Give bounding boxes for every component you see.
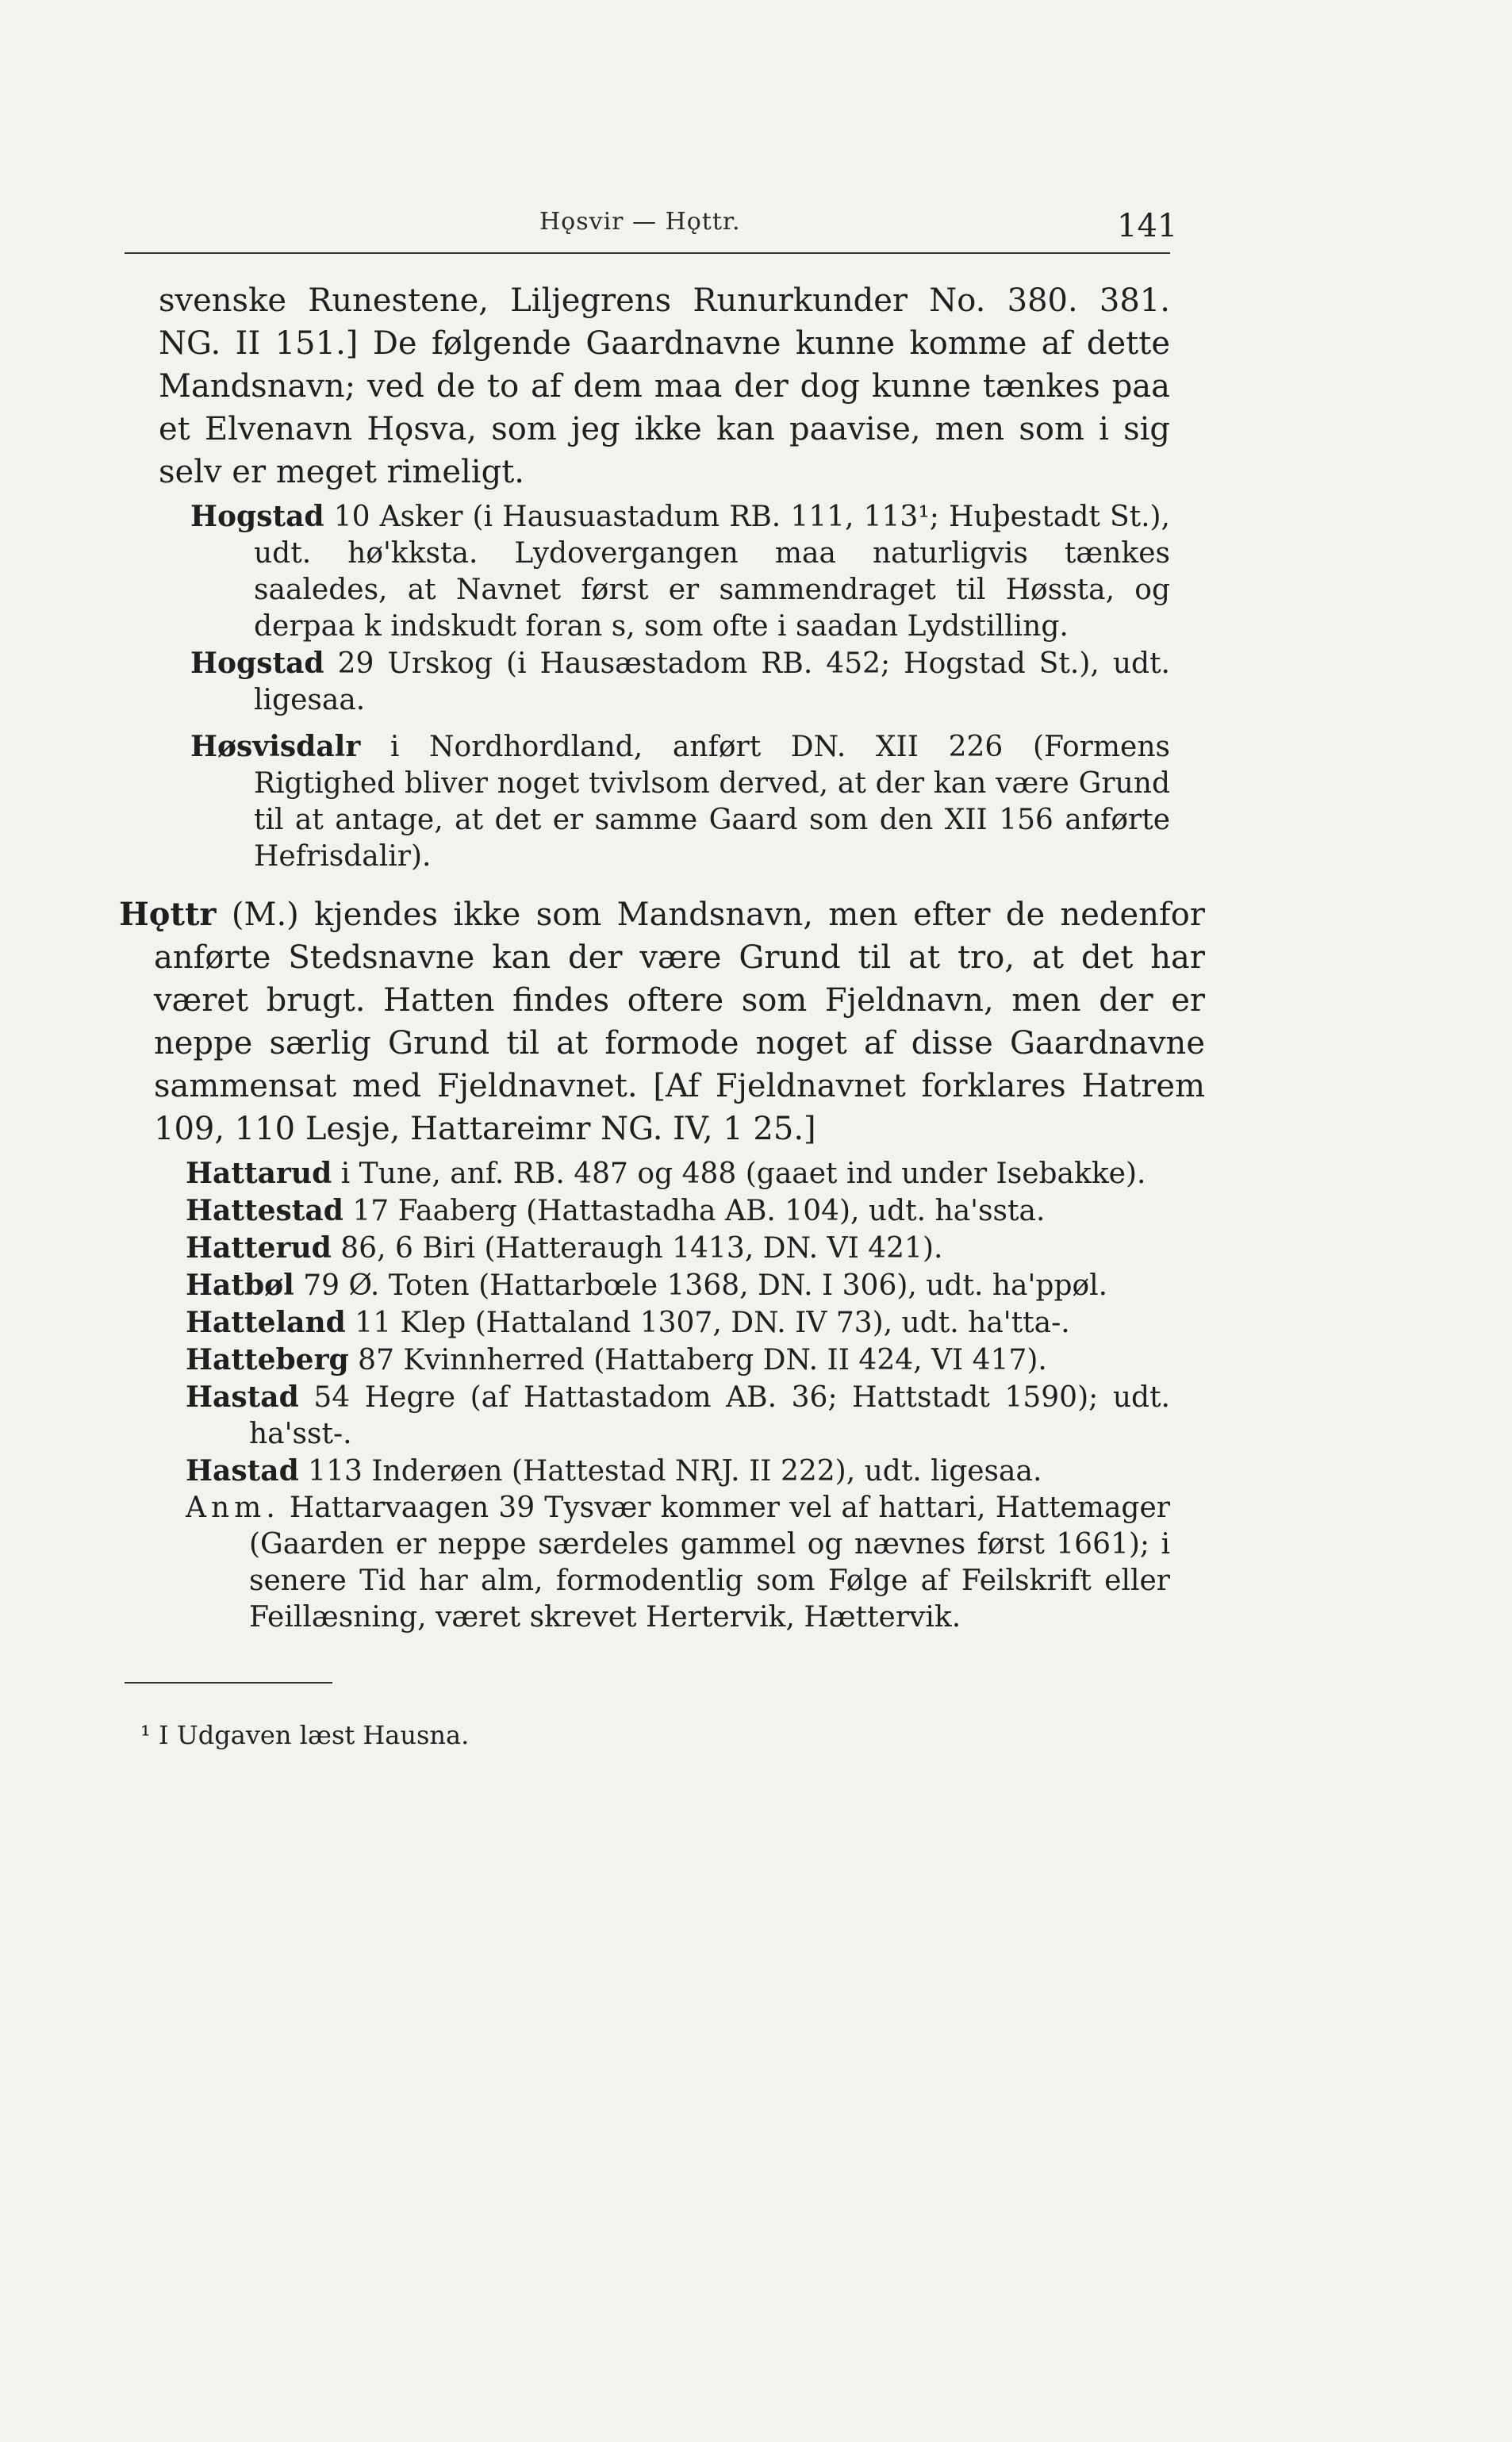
entry-hatterud <box>186 1230 1170 1267</box>
footnote: ¹ I Udgaven læst Hausna. <box>140 1720 470 1750</box>
entry-hattarud <box>186 1155 1170 1192</box>
entry-text: 113 Inderøen (Hattestad NRJ. II 222), udt. ligesaa. <box>298 1455 1042 1488</box>
entry-hogstad-10 <box>190 498 1170 645</box>
hottr-paragraph <box>119 893 1205 1150</box>
entry-headword: Hatterud <box>186 1231 332 1265</box>
entry-headword: Hogstad <box>190 647 324 680</box>
footnote-rule <box>125 1682 332 1684</box>
header-rule <box>125 252 1170 254</box>
entry-text: 10 Asker (i Hausuastadum RB. 111, 113¹; Huþestadt St.), udt. hø'kksta. Lydovergangen maa naturligvis tænkes saaledes, at Navnet først er sammendraget til Høssta, og derpaa k indskudt foran s, som ofte i saadan Lydstilling. <box>254 501 1170 643</box>
entry-hatbol <box>186 1267 1170 1304</box>
entry-headword: Hattestad <box>186 1194 343 1227</box>
hottr-headword: Hǫttr <box>119 896 217 933</box>
entry-text: 11 Klep (Hattaland 1307, DN. IV 73), udt. ha'tta-. <box>345 1307 1070 1339</box>
entry-headword: Hatteberg <box>186 1343 349 1377</box>
entry-headword: Hastad <box>186 1454 299 1488</box>
entry-hastad-54 <box>186 1379 1170 1453</box>
entry-headword: Hastad <box>186 1380 299 1414</box>
entry-text: 87 Kvinnherred (Hattaberg DN. II 424, VI 417). <box>348 1344 1047 1377</box>
entry-text: 86, 6 Biri (Hatteraugh 1413, DN. VI 421). <box>331 1232 943 1265</box>
entry-text: 29 Urskog (i Hausæstadom RB. 452; Hogstad St.), udt. ligesaa. <box>254 647 1170 716</box>
entry-text: Hattarvaagen 39 Tysvær kommer vel af hattari, Hattemager (Gaarden er neppe særdeles gammel og nævnes først 1661); i senere Tid har alm, formodentlig som Følge af Feilskrift eller Feillæsning, været skrevet Hertervik, Hættervik. <box>249 1492 1170 1634</box>
entry-hatteberg <box>186 1342 1170 1379</box>
entry-hogstad-29 <box>190 645 1170 719</box>
entry-headword: Anm. <box>186 1492 280 1524</box>
entry-hattestad <box>186 1192 1170 1230</box>
entries-hatt <box>186 1155 1170 1636</box>
entry-headword: Høsvisdalr <box>190 730 361 763</box>
entry-hastad-113 <box>186 1453 1170 1490</box>
page-number: 141 <box>1117 208 1178 244</box>
intro-paragraph: svenske Runestene, Liljegrens Runurkunder No. 380. 381. NG. II 151.] De følgende Gaardnavne kunne komme af dette Mandsnavn; ved de to af dem maa der dog kunne tænkes paa et Elvenavn Hǫsva, som jeg ikke kan paavise, men som i sig selv er meget rimeligt. <box>159 282 1170 490</box>
entry-headword: Hatbøl <box>186 1269 294 1302</box>
entry-anm <box>186 1490 1170 1636</box>
entry-hosvisdalr <box>190 728 1170 875</box>
running-head: Hǫsvir — Hǫttr. <box>539 208 741 236</box>
entry-headword: Hattarud <box>186 1157 332 1190</box>
entry-text: i Tune, anf. RB. 487 og 488 (gaaet ind under Isebakke). <box>332 1158 1146 1190</box>
entry-headword: Hatteland <box>186 1306 346 1339</box>
entry-text: 54 Hegre (af Hattastadom AB. 36; Hattstadt 1590); udt. ha'sst-. <box>249 1381 1170 1450</box>
hottr-text: (M.) kjendes ikke som Mandsnavn, men efter de nedenfor anførte Stedsnavne kan der være Grund til at tro, at det har været brugt. Hatten findes oftere som Fjeldnavn, men der er neppe særlig Grund til at formode noget af disse Gaardnavne sammensat med Fjeldnavnet. [Af Fjeldnavnet forklares Hatrem 109, 110 Lesje, Hattareimr NG. IV, 1 25.] <box>154 897 1205 1147</box>
entries-hogstad <box>190 498 1170 875</box>
entry-hatteland <box>186 1304 1170 1342</box>
entry-text: i Nordhordland, anført DN. XII 226 (Formens Rigtighed bliver noget tvivlsom derved, at der kan være Grund til at antage, at det er samme Gaard som den XII 156 anførte Hefrisdalir). <box>254 731 1170 873</box>
entry-text: 17 Faaberg (Hattastadha AB. 104), udt. ha'ssta. <box>343 1195 1046 1227</box>
entry-headword: Hogstad <box>190 500 324 533</box>
entry-text: 79 Ø. Toten (Hattarbœle 1368, DN. I 306), udt. ha'ppøl. <box>294 1269 1108 1302</box>
